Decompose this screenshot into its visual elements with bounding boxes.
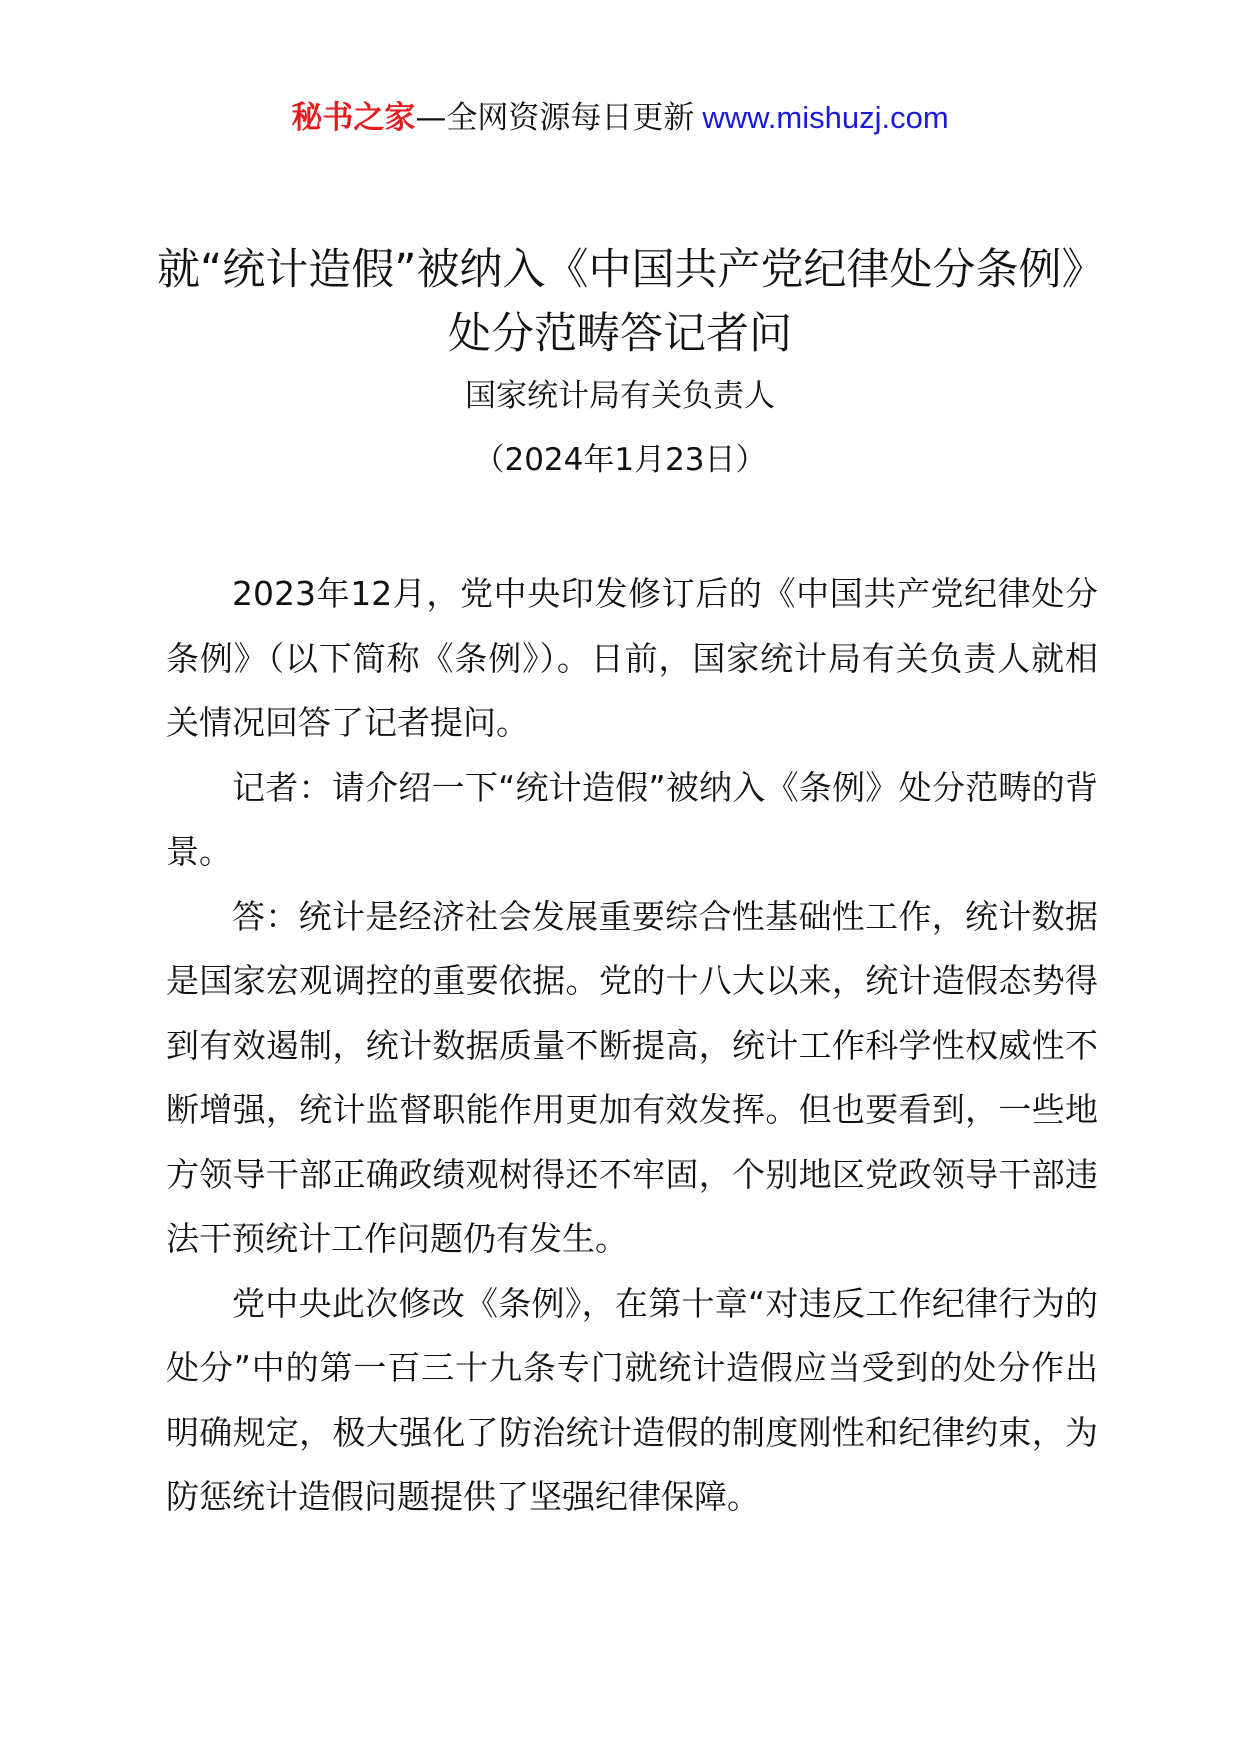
paragraph: 党中央此次修改《条例》，在第十章“对违反工作纪律行为的处分”中的第一百三十九条专门就统计造假应当受到的处分作出明确规定，极大强化了防治统计造假的制度刚性和纪律约束，为防惩统计造假问题提供了坚强纪律保障。 [166, 1283, 1098, 1516]
header-tagline: —全网资源每日更新 [415, 100, 695, 136]
paragraph: 记者：请介绍一下“统计造假”被纳入《条例》处分范畴的背景。 [166, 767, 1098, 871]
document-body [166, 562, 1098, 1530]
site-url-link[interactable]: www.mishuzj.com [702, 100, 949, 135]
paragraph: 2023年12月，党中央印发修订后的《中国共产党纪律处分条例》（以下简称《条例》）。日前，国家统计局有关负责人就相关情况回答了记者提问。 [166, 574, 1098, 742]
document-date: （2024年1月23日） [473, 442, 767, 478]
document-title: 就“统计造假”被纳入《中国共产党纪律处分条例》处分范畴答记者问 [156, 245, 1084, 359]
brand-name: 秘书之家 [291, 100, 416, 136]
site-header [0, 98, 1240, 138]
document-author: 国家统计局有关负责人 [465, 378, 775, 414]
paragraph: 答：统计是经济社会发展重要综合性基础性工作，统计数据是国家宏观调控的重要依据。党的十八大以来，统计造假态势得到有效遏制，统计数据质量不断提高，统计工作科学性权威性不断增强，统计监督职能作用更加有效发挥。但也要看到，一些地方领导干部正确政绩观树得还不牢固，个别地区党政领导干部违法干预统计工作问题仍有发生。 [166, 896, 1098, 1258]
